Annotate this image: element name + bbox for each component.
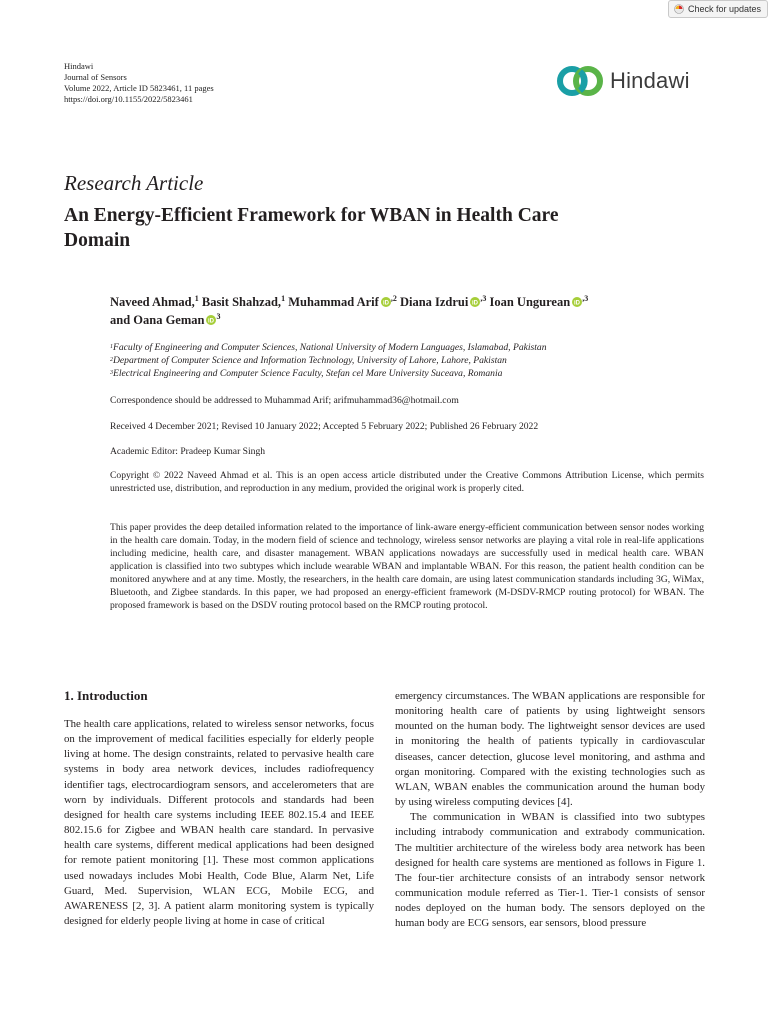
article-title: An Energy-Efficient Framework for WBAN in Health Care Domain [64,205,559,251]
journal-meta [64,61,214,105]
correspondence: Correspondence should be addressed to Muhammad Arif; arifmuhammad36@hotmail.com [110,395,459,406]
author-list [110,293,710,329]
affiliation-item: $^2$Department of Computer Science and Information Technology, University of Lahore, Lahore, Pakistan [110,355,507,366]
intro-right-column [395,689,705,932]
svg-text:iD: iD [574,300,581,307]
author-affiliation-sup: ,3 [582,294,589,303]
svg-text:iD: iD [382,300,389,307]
publication-dates: Received 4 December 2021; Revised 10 January 2022; Accepted 5 February 2022; Published 26 February 2022 [110,421,539,432]
author-affiliation-sup: 3 [216,312,221,321]
hindawi-logo [556,64,690,98]
orcid-icon[interactable] [470,297,480,307]
author-name[interactable]: Ioan Ungurean [489,295,571,309]
doi-link[interactable]: https://doi.org/10.1155/2022/5823461 [64,94,193,104]
orcid-icon[interactable] [572,297,582,307]
svg-text:iD: iD [472,300,479,307]
hindawi-logo-text: Hindawi [610,68,690,93]
hindawi-logo-icon [556,64,604,98]
academic-editor: Academic Editor: Pradeep Kumar Singh [110,446,266,457]
intro-paragraph: The communication in WBAN is classified into two subtypes including intrabody communication and extrabody communication. The multitier architecture of the wireless body area network has been designed for health care systems are mentioned as follows in Figure 1. The four-tier architecture consists of an intrabody sensor network communication module referred as Tier-1. Tier-1 consists of sensor nodes deployed on the human body. The sensors deployed on the human body are ECG sensors, ear sensors, blood pressure [395,811,705,930]
check-for-updates-button[interactable] [668,0,768,18]
intro-left-column: The health care applications, related to wireless sensor networks, focus on the improvement of medical facilities especially for elderly people living at home. The design constraints, related to pervasive health care systems in body area network devices, includes radiofrequency identifier tags, electrocardiogram sensors, and accelerometers that are worn by individuals. Different protocols and standards had been designed for health care systems including IEEE 802.15.4 and IEEE 802.15.6 for Zigbee and WBAN health care standard. In pervasive health care systems, different medical applications had been designed for remote patient monitoring [1]. These most common applications used nowadays includes Mobi Health, Code Blue, Alarm Net, Life Guard, Med. Supervision, WLAN ECG, Mobile ECG, and AWARENESS [2, 3]. A patient alarm monitoring system is typically designed for elderly people living at home in case of critical [64,718,374,928]
affiliations [110,341,710,380]
author-affiliation-sup: ,2 [390,294,397,303]
author-affiliation-sup: ,3 [480,294,487,303]
section-heading-introduction: 1. Introduction [64,688,148,703]
check-for-updates-label: Check for updates [688,4,762,14]
orcid-icon[interactable] [381,297,391,307]
orcid-icon[interactable] [206,315,216,325]
intro-paragraph: emergency circumstances. The WBAN applications are responsible for monitoring health care of patients by using lightweight sensors mounted on the human body. The lightweight sensor devices are used in monitoring the health of patients typically in cardiovascular diseases, cancer detection, glucose level monitoring, and asthma and organ monitoring. Compared with the existing technologies such as WLAN, WBAN enables the communication around the human body by using wireless computing devices [4]. [395,690,705,809]
author-affiliation-sup: 1 [281,294,286,303]
author-name[interactable]: Diana Izdrui [399,295,469,309]
journal-name: Journal of Sensors [64,72,127,82]
affiliation-item: $^1$Faculty of Engineering and Computer Sciences, National University of Modern Languages, Islamabad, Pakistan [110,342,547,353]
volume-info: Volume 2022, Article ID 5823461, 11 pages [64,83,214,93]
publisher-name: Hindawi [64,61,94,71]
author-affiliation-sup: 1 [194,294,199,303]
svg-text:iD: iD [208,318,215,325]
affiliation-item: $^3$Electrical Engineering and Computer Science Faculty, Stefan cel Mare University Suceava, Romania [110,368,503,379]
copyright-notice: Copyright © 2022 Naveed Ahmad et al. This is an open access article distributed under the Creative Commons Attribution License, which permits unrestricted use, distribution, and reproduction in any medium, provided the original work is properly cited. [110,470,704,494]
abstract: This paper provides the deep detailed information related to the importance of link-aware energy-efficient communication between sensor nodes working in the health care domain. Today, in the modern field of science and technology, wireless sensor networks are playing a vital role in real-life applications including medicine, health care, and disaster management. WBAN applications nowadays are successfully used in medical health care. WBAN application is classified into two subtypes which include wearable WBAN and implantable WBAN. For this reason, the patient health condition can be monitored anywhere and at any time. Mostly, the researchers, in the health care domain, are using latest communication standards including 3G, WiMax, Bluetooth, and Zigbee standards. In this paper, we had proposed an energy-efficient framework (M-DSDV-RMCP routing protocol) for WBAN. The proposed framework is based on the DSDV routing protocol based on the RMCP routing protocol. [110,522,704,611]
author-name[interactable]: Muhammad Arif [288,295,379,309]
article-type: Research Article [64,171,204,195]
author-name[interactable]: Naveed Ahmad, [110,295,195,309]
author-name[interactable]: and Oana Geman [110,313,205,327]
crossmark-icon [674,4,684,14]
author-name[interactable]: Basit Shahzad, [201,295,282,309]
